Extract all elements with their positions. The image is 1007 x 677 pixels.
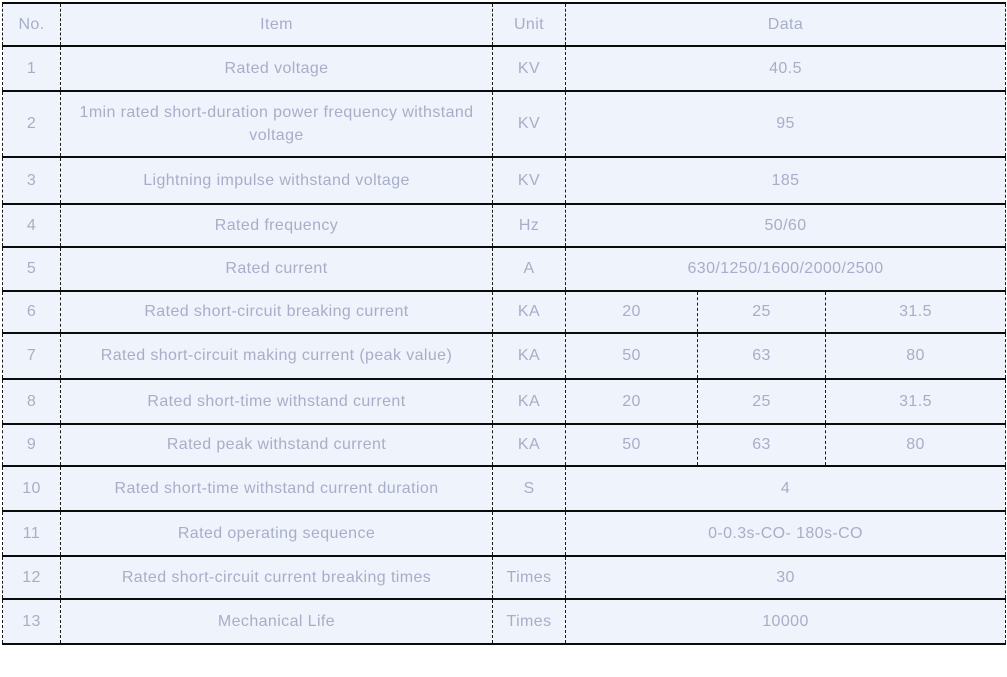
row-number-cell: 7 (3, 333, 61, 379)
item-cell: 1min rated short-duration power frequency withstand voltage (61, 91, 493, 157)
data-subcell: 20 (566, 291, 698, 333)
row-number-cell: 3 (3, 157, 61, 204)
unit-cell: KV (493, 91, 566, 157)
item-cell: Rated operating sequence (61, 511, 493, 556)
table-row (3, 91, 1006, 157)
table-row (3, 599, 1006, 644)
data-subcell: 80 (826, 333, 1006, 379)
item-cell: Rated short-circuit current breaking times (61, 556, 493, 599)
item-cell: Rated short-time withstand current (61, 379, 493, 424)
item-cell: Rated voltage (61, 46, 493, 91)
item-cell: Rated current (61, 247, 493, 291)
row-number-cell: 10 (3, 466, 61, 511)
row-number-cell: 2 (3, 91, 61, 157)
unit-cell: KV (493, 157, 566, 204)
row-number-cell: 13 (3, 599, 61, 644)
data-subcell: 25 (698, 379, 826, 424)
unit-cell: Times (493, 599, 566, 644)
item-cell: Lightning impulse withstand voltage (61, 157, 493, 204)
row-number-cell: 8 (3, 379, 61, 424)
unit-cell: KA (493, 333, 566, 379)
header-cell-data: Data (566, 3, 1006, 46)
unit-cell: KV (493, 46, 566, 91)
data-subcell: 31.5 (826, 379, 1006, 424)
table-row (3, 291, 1006, 333)
data-cell: 40.5 (566, 46, 1006, 91)
unit-cell: Times (493, 556, 566, 599)
data-subcell: 50 (566, 333, 698, 379)
table-row (3, 424, 1006, 466)
table-row (3, 511, 1006, 556)
unit-cell: S (493, 466, 566, 511)
header-cell-unit: Unit (493, 3, 566, 46)
data-subcell: 63 (698, 424, 826, 466)
item-cell: Rated frequency (61, 204, 493, 247)
data-cell: 0-0.3s-CO- 180s-CO (566, 511, 1006, 556)
data-subcell: 63 (698, 333, 826, 379)
data-subcell: 20 (566, 379, 698, 424)
row-number-cell: 4 (3, 204, 61, 247)
unit-cell: KA (493, 424, 566, 466)
row-number-cell: 11 (3, 511, 61, 556)
item-cell: Rated short-time withstand current duration (61, 466, 493, 511)
item-cell: Rated peak withstand current (61, 424, 493, 466)
row-number-cell: 9 (3, 424, 61, 466)
table-row (3, 204, 1006, 247)
table-row (3, 556, 1006, 599)
item-cell: Mechanical Life (61, 599, 493, 644)
data-cell: 10000 (566, 599, 1006, 644)
item-cell: Rated short-circuit making current (peak value) (61, 333, 493, 379)
table-row (3, 466, 1006, 511)
table-row (3, 379, 1006, 424)
item-cell: Rated short-circuit breaking current (61, 291, 493, 333)
header-cell-no: No. (3, 3, 61, 46)
unit-cell: KA (493, 379, 566, 424)
header-row (3, 3, 1006, 46)
data-subcell: 50 (566, 424, 698, 466)
data-subcell: 25 (698, 291, 826, 333)
header-cell-item: Item (61, 3, 493, 46)
row-number-cell: 6 (3, 291, 61, 333)
table-row (3, 333, 1006, 379)
data-cell: 185 (566, 157, 1006, 204)
unit-cell: KA (493, 291, 566, 333)
data-cell: 4 (566, 466, 1006, 511)
table-row (3, 247, 1006, 291)
data-cell: 50/60 (566, 204, 1006, 247)
specs-table (2, 2, 1006, 645)
row-number-cell: 1 (3, 46, 61, 91)
data-cell: 630/1250/1600/2000/2500 (566, 247, 1006, 291)
unit-cell: A (493, 247, 566, 291)
data-subcell: 80 (826, 424, 1006, 466)
unit-cell (493, 511, 566, 556)
table-row (3, 46, 1006, 91)
data-subcell: 31.5 (826, 291, 1006, 333)
row-number-cell: 5 (3, 247, 61, 291)
data-cell: 95 (566, 91, 1006, 157)
row-number-cell: 12 (3, 556, 61, 599)
table-row (3, 157, 1006, 204)
unit-cell: Hz (493, 204, 566, 247)
data-cell: 30 (566, 556, 1006, 599)
